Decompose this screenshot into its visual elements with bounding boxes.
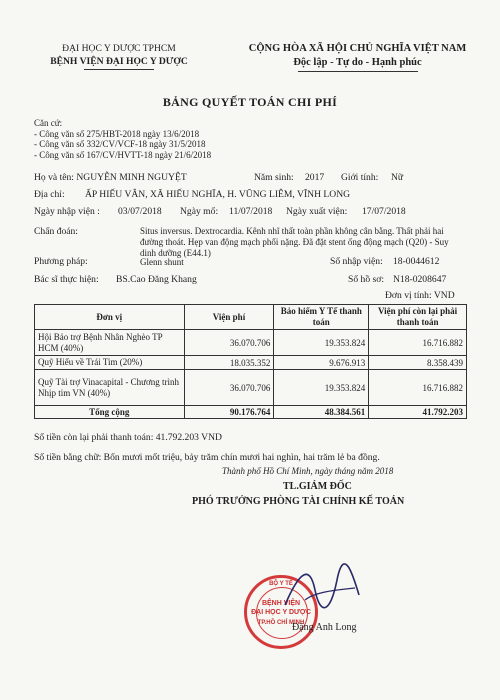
admission-no-label: Số nhập viện: — [330, 256, 383, 267]
total-remaining: 41.792.203 — [369, 406, 467, 419]
table-row — [35, 356, 467, 370]
national-motto: Độc lập - Tự do - Hạnh phúc — [293, 57, 422, 68]
row-unit: Hội Bảo trợ Bệnh Nhân Nghèo TP HCM (40%) — [35, 330, 185, 356]
row-fee: 36.070.706 — [184, 370, 274, 406]
signer-title: PHÓ TRƯỞNG PHÒNG TÀI CHÍNH KẾ TOÁN — [192, 496, 405, 507]
patient-name: Họ và tên: NGUYỄN MINH NGUYỆT — [34, 172, 187, 183]
row-unit: Quỹ Hiểu về Trái Tim (20%) — [35, 356, 185, 370]
basis-item: - Công văn số 275/HBT-2018 ngày 13/6/2018 — [34, 128, 200, 139]
address-value: ẤP HIẾU VÂN, XÃ HIẾU NGHĨA, H. VŨNG LIÊM, VĨNH LONG — [85, 189, 351, 200]
doctor-label: Bác sĩ thực hiện: — [34, 274, 99, 285]
admission-no: 18-0044612 — [393, 256, 440, 267]
row-insurance: 19.353.824 — [274, 330, 369, 356]
stamp-top-text: BỘ Y TẾ — [269, 581, 293, 587]
row-insurance: 9.676.913 — [274, 356, 369, 370]
birth-year: 2017 — [305, 172, 325, 183]
file-no: N18-0208647 — [393, 274, 447, 285]
doctor-value: BS.Cao Đăng Khang — [116, 274, 197, 285]
stamp-line3: TP.HỒ CHÍ MINH — [257, 620, 305, 626]
total-insurance: 48.384.561 — [274, 406, 369, 419]
place-date: Thành phố Hồ Chí Minh, ngày tháng năm 2018 — [222, 466, 394, 476]
basis-item: - Công văn số 167/CV/HVTT-18 ngày 21/6/2018 — [34, 149, 212, 160]
hospital-header — [34, 42, 204, 70]
col-unit-header: Đơn vị — [35, 305, 185, 330]
discharge-date: 17/07/2018 — [362, 206, 406, 217]
surgery-label: Ngày mổ: — [180, 206, 219, 217]
col-fee-header: Viện phí — [184, 305, 274, 330]
row-remaining: 16.716.882 — [369, 370, 467, 406]
procedure-label: Phương pháp: — [34, 256, 88, 267]
currency-unit: Đơn vị tính: VND — [385, 290, 455, 301]
gender-label: Giới tính: — [341, 172, 379, 183]
table-row — [35, 330, 467, 356]
admit-date: 03/07/2018 — [118, 206, 162, 217]
amount-in-words: Số tiền bằng chữ: Bốn mươi mốt triệu, bảy trăm chín mươi hai nghìn, hai trăm lẻ ba đồng. — [34, 452, 380, 463]
diagnosis-text: Situs inversus. Dextrocardia. Kênh nhĩ thất toàn phần không cân bằng. Thất phải hai đường thoát. Hẹp van động mạch phổi nặng. Đã đặt stent ống động mạch (Q20) - Suy dinh dưỡng (E44.1) — [140, 226, 449, 258]
discharge-label: Ngày xuất viện: — [286, 206, 348, 217]
row-remaining: 8.358.439 — [369, 356, 467, 370]
basis-block — [34, 118, 211, 160]
total-label: Tổng cộng — [35, 406, 185, 419]
basis-heading: Căn cứ: — [34, 118, 63, 128]
page-title: BẢNG QUYẾT TOÁN CHI PHÍ — [162, 95, 338, 109]
col-remaining-header: Viện phí còn lại phải thanh toán — [369, 305, 467, 330]
cost-table — [34, 304, 467, 419]
national-header — [245, 42, 470, 72]
admit-label: Ngày nhập viện : — [34, 206, 100, 217]
handwritten-signature — [275, 560, 365, 620]
table-row — [35, 370, 467, 406]
row-fee: 18.035.352 — [184, 356, 274, 370]
stamp-line1: BỆNH VIỆN — [261, 600, 301, 607]
total-fee: 90.176.764 — [184, 406, 274, 419]
row-insurance: 19.353.824 — [274, 370, 369, 406]
signer-name: Đặng Anh Long — [292, 622, 357, 633]
stamp-line2: ĐẠI HỌC Y DƯỢC — [251, 609, 311, 616]
director-line: TL.GIÁM ĐỐC — [283, 481, 352, 492]
row-remaining: 16.716.882 — [369, 330, 467, 356]
birth-label: Năm sinh: — [254, 172, 294, 183]
motto-underline — [298, 71, 418, 72]
hospital-underline — [84, 69, 154, 70]
row-unit: Quỹ Tài trợ Vinacapital - Chương trình Nhịp tim VN (40%) — [35, 370, 185, 406]
address-label: Địa chỉ: — [34, 189, 65, 200]
table-total-row — [35, 406, 467, 419]
diagnosis-label: Chẩn đoán: — [34, 226, 78, 237]
col-insurance-header: Bảo hiểm Y Tế thanh toán — [274, 305, 369, 330]
file-no-label: Số hồ sơ: — [348, 274, 384, 285]
university-name: ĐẠI HỌC Y DƯỢC TPHCM — [62, 43, 176, 54]
hospital-name: BỆNH VIỆN ĐẠI HỌC Y DƯỢC — [50, 56, 188, 67]
surgery-date: 11/07/2018 — [229, 206, 273, 217]
basis-item: - Công văn số 332/CV/VCF-18 ngày 31/5/2018 — [34, 139, 206, 149]
row-fee: 36.070.706 — [184, 330, 274, 356]
table-header-row — [35, 305, 467, 330]
procedure-value: Glenn shunt — [140, 257, 184, 267]
remaining-amount: Số tiền còn lại phải thanh toán: 41.792.203 VND — [34, 432, 222, 443]
national-title: CỘNG HÒA XÃ HỘI CHỦ NGHĨA VIỆT NAM — [248, 43, 467, 54]
gender-value: Nữ — [391, 172, 404, 183]
